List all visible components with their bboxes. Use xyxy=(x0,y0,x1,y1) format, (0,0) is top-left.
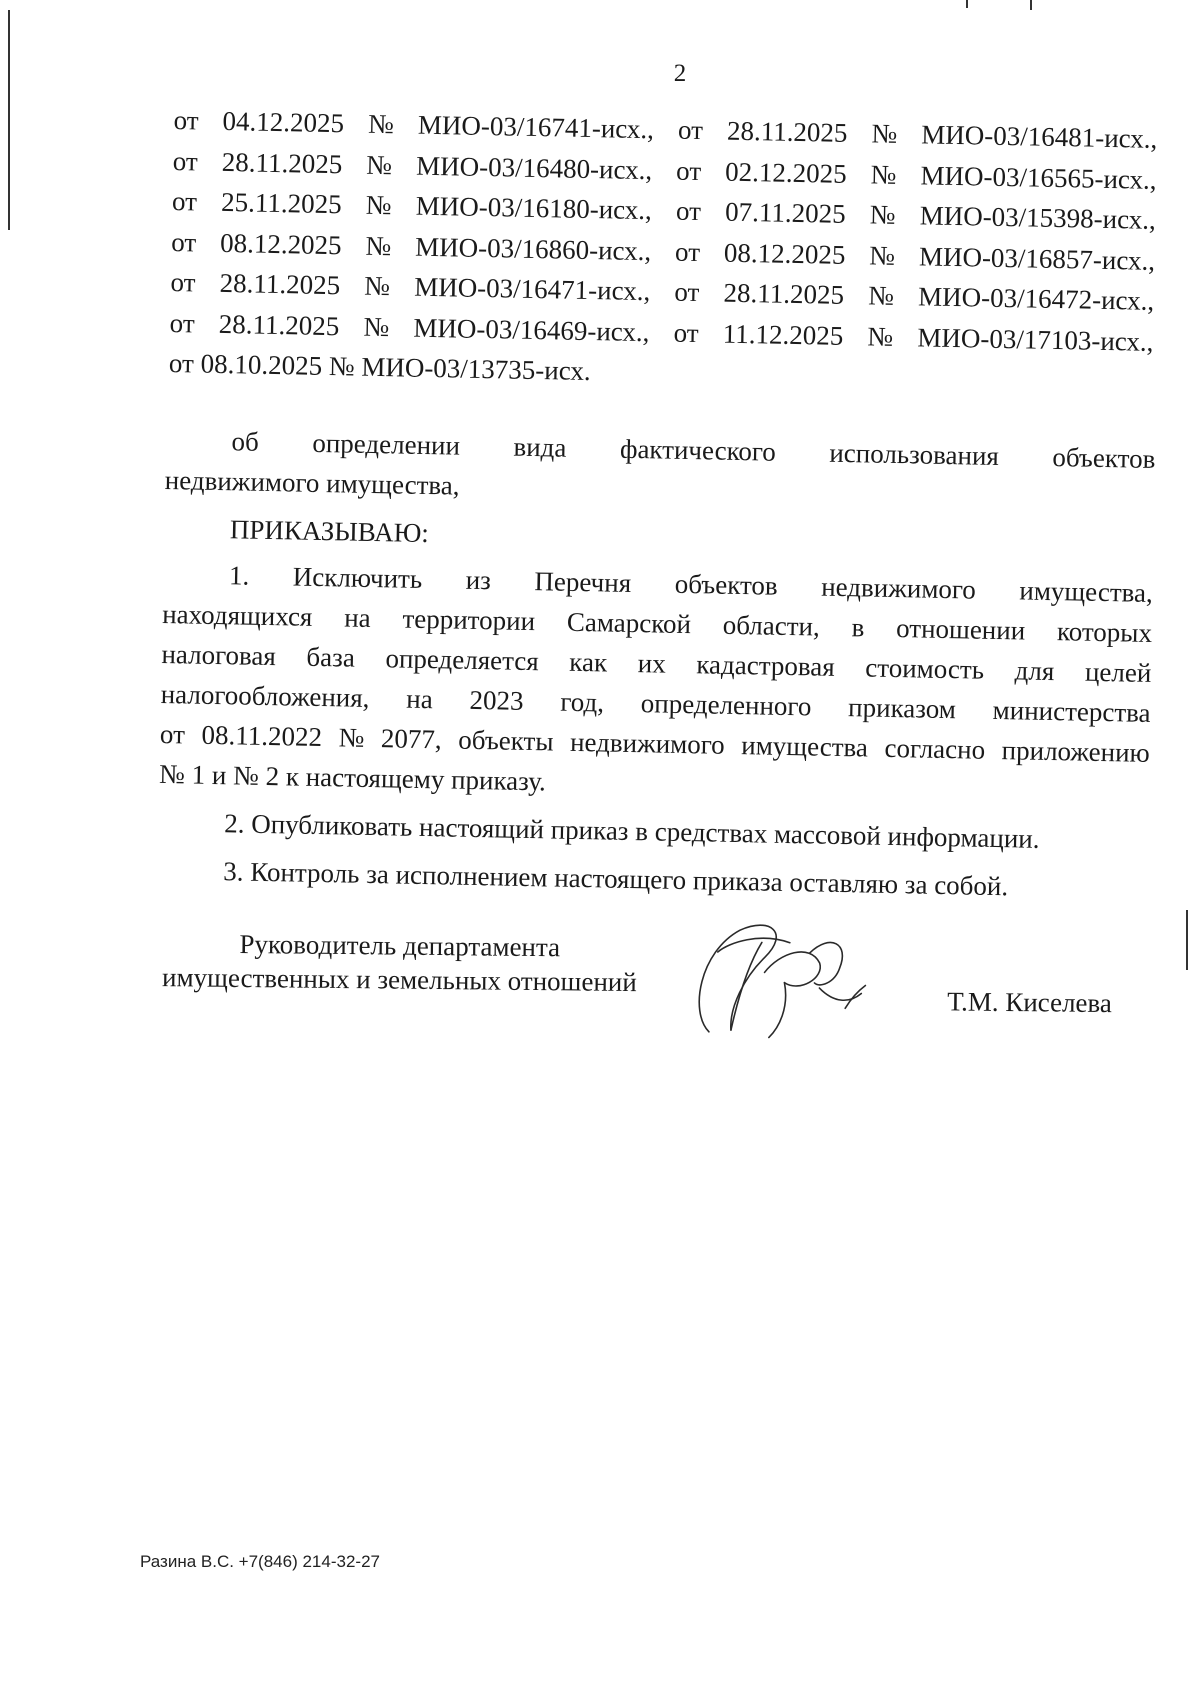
item-1-line: находящихся на территории Самарской области, в отношении которых xyxy=(161,598,1153,648)
order-body xyxy=(157,420,1156,909)
item-3: 3. Контроль за исполнением настоящего приказа оставляю за собой. xyxy=(223,856,1009,902)
scan-right-mark xyxy=(1186,910,1188,970)
item-1-line: 1. Исключить из Перечня объектов недвижимого имущества, xyxy=(228,560,1154,608)
order-word: ПРИКАЗЫВАЮ: xyxy=(229,514,430,549)
signatory-title: Руководитель департамента имущественных и земельных отношений xyxy=(161,928,637,998)
reference-line: от 04.12.2025 № МИО-03/16741-исх., от 28.11.2025 № МИО-03/16481-исх., xyxy=(173,104,1158,154)
signatory-name: Т.М. Киселева xyxy=(947,986,1113,1019)
page-number: 2 xyxy=(673,60,687,87)
item-1-line: от 08.11.2022 № 2077, объекты недвижимого имущества согласно приложению xyxy=(159,718,1151,768)
reference-line: от 28.11.2025 № МИО-03/16480-исх., от 02.12.2025 № МИО-03/16565-исх., xyxy=(172,145,1157,195)
reference-line-last: от 08.10.2025 № МИО-03/13735-исх. xyxy=(168,347,591,387)
scan-top-mark xyxy=(1030,0,1032,10)
references-block xyxy=(169,100,1158,402)
reference-line: от 28.11.2025 № МИО-03/16469-исх., от 11.12.2025 № МИО-03/17103-исх., xyxy=(169,307,1154,357)
reference-line: от 08.12.2025 № МИО-03/16860-исх., от 08.12.2025 № МИО-03/16857-исх., xyxy=(170,226,1156,276)
item-1-line: № 1 и № 2 к настоящему приказу. xyxy=(158,758,547,797)
purpose-line: об определении вида фактического использования объектов xyxy=(231,426,1156,474)
scan-top-mark xyxy=(966,0,968,8)
handwritten-signature xyxy=(669,911,870,1053)
item-1-line: налоговая база определяется как их кадастровая стоимость для целей xyxy=(161,638,1152,688)
executor-contact: Разина В.С. +7(846) 214-32-27 xyxy=(140,1552,380,1571)
item-1-line: налогообложения, на 2023 год, определенного приказом министерства xyxy=(160,678,1151,728)
purpose-line: недвижимого имущества, xyxy=(164,464,460,501)
scan-edge-mark xyxy=(8,10,10,230)
reference-line: от 28.11.2025 № МИО-03/16471-исх., от 28.11.2025 № МИО-03/16472-исх., xyxy=(170,266,1155,316)
reference-line: от 25.11.2025 № МИО-03/16180-исх., от 07.11.2025 № МИО-03/15398-исх., xyxy=(171,185,1157,235)
signature-block xyxy=(149,926,1130,1076)
item-2: 2. Опубликовать настоящий приказ в средствах массовой информации. xyxy=(223,808,1040,854)
